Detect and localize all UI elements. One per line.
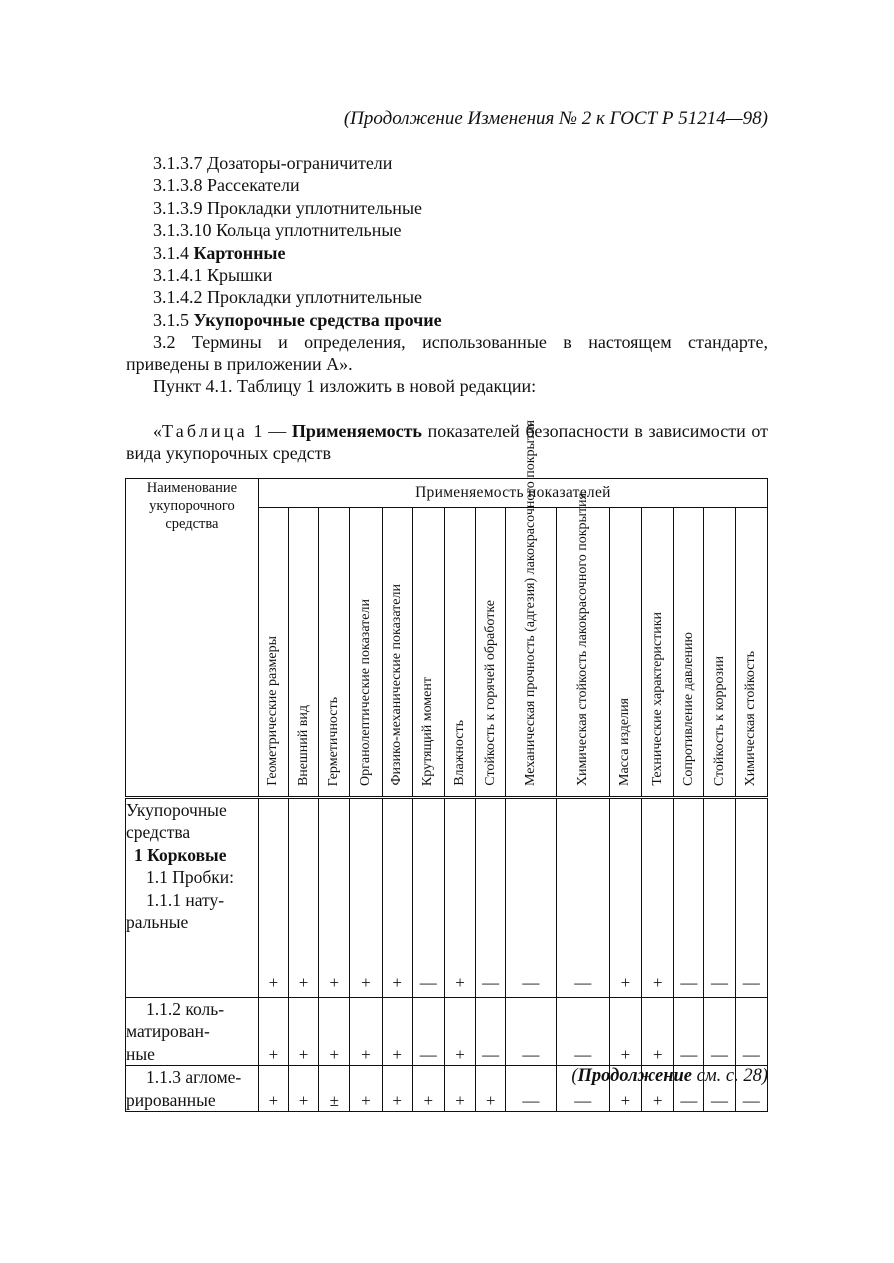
page-header: (Продолжение Изменения № 2 к ГОСТ Р 51214—98) <box>343 108 768 129</box>
column-header <box>382 508 412 798</box>
item-title: Укупорочные средства прочие <box>193 309 442 330</box>
column-header-label: Масса изделия <box>617 698 633 786</box>
table-cell: — <box>704 1066 735 1112</box>
item-number: 3.1.5 <box>153 309 194 330</box>
table-cell: + <box>288 998 318 1066</box>
row-name-line: 1.1.1 нату- <box>146 889 225 910</box>
column-header-label: Органолептические показатели <box>357 599 373 786</box>
column-header-label: Механическая прочность (адгезия) лакокрасочного покрытия <box>522 420 538 786</box>
list-item: 3.1.3.10 Кольца уплотнительные <box>153 220 402 241</box>
table-cell: + <box>444 798 475 998</box>
row-name <box>126 1066 259 1112</box>
table-cell: — <box>506 798 556 998</box>
caption-quote: « <box>153 421 162 441</box>
table-cell: — <box>735 798 767 998</box>
table-cell: + <box>319 798 350 998</box>
table-cell: + <box>288 798 318 998</box>
terms-paragraph: 3.2 Термины и определения, использованные в настоящем стандарте, приведены в приложении А». <box>126 332 768 374</box>
column-header-label: Химическая стойкость лакокрасочного покрытия <box>574 492 590 786</box>
table-cell: — <box>556 798 609 998</box>
table-caption <box>126 420 768 464</box>
caption-number: 1 — <box>253 421 292 441</box>
table-cell: + <box>642 798 674 998</box>
table-cell: — <box>735 1066 767 1112</box>
table-cell: + <box>382 1066 412 1112</box>
table-cell: — <box>674 998 704 1066</box>
table-cell: — <box>674 1066 704 1112</box>
column-header-label: Технические характеристики <box>649 612 665 786</box>
table-cell: — <box>412 998 444 1066</box>
column-header-label: Герметичность <box>326 696 342 786</box>
row-name-line: матирован- <box>126 1021 210 1042</box>
table-cell: — <box>476 798 506 998</box>
table-cell: — <box>556 998 609 1066</box>
list-item <box>153 242 768 264</box>
column-header-label: Геометрические размеры <box>265 636 281 786</box>
column-header-label: Физико-механические показатели <box>389 584 405 786</box>
column-header-label: Сопротивление давлению <box>680 632 696 786</box>
table-cell: + <box>609 998 641 1066</box>
table-cell: + <box>444 998 475 1066</box>
row-name-line: 1.1.2 коль- <box>146 999 225 1019</box>
column-header <box>444 508 475 798</box>
point-paragraph: Пункт 4.1. Таблицу 1 изложить в новой редакции: <box>153 376 537 396</box>
column-header-label: Химическая стойкость <box>743 650 759 786</box>
row-name-line: ные <box>126 1043 155 1064</box>
table-cell: + <box>382 798 412 998</box>
column-header-label: Стойкость к коррозии <box>711 655 727 786</box>
row-name-line: ральные <box>126 912 189 933</box>
column-header <box>350 508 382 798</box>
row-name-line: средства <box>126 822 191 843</box>
column-header-label: Крутящий момент <box>420 676 436 786</box>
row-name-line: Укупорочные <box>126 800 227 820</box>
list-items <box>153 152 768 331</box>
table-cell: + <box>476 1066 506 1112</box>
column-header-label: Влажность <box>451 720 467 786</box>
row-name-line: рированные <box>126 1089 216 1110</box>
column-header-label: Стойкость к горячей обработке <box>482 600 498 786</box>
table-cell: — <box>704 998 735 1066</box>
table-cell: + <box>412 1066 444 1112</box>
item-number: 3.1.4 <box>153 242 194 263</box>
column-header <box>704 508 735 798</box>
table-cell: — <box>506 1066 556 1112</box>
group-header: Применяемость показателей <box>258 479 767 508</box>
footer-rest: см. с. 28) <box>691 1066 768 1086</box>
table-cell: — <box>674 798 704 998</box>
row-name <box>126 798 259 998</box>
item-title: Картонные <box>193 242 286 263</box>
column-header <box>556 492 609 798</box>
column-header <box>258 508 288 798</box>
table-cell: + <box>258 998 288 1066</box>
list-item: 3.1.3.8 Рассекатели <box>153 175 300 196</box>
table-cell: + <box>319 998 350 1066</box>
caption-label: Таблица <box>162 421 248 441</box>
table-cell: ± <box>319 1066 350 1112</box>
column-header <box>609 508 641 798</box>
table-cell: — <box>735 998 767 1066</box>
table-cell: + <box>444 1066 475 1112</box>
table-cell: + <box>258 1066 288 1112</box>
footer-bold: Продолжение <box>577 1066 692 1086</box>
table-cell: + <box>288 1066 318 1112</box>
table-cell: — <box>506 998 556 1066</box>
table-cell: — <box>412 798 444 998</box>
row-name-line: 1.1 Пробки: <box>146 867 235 888</box>
table-cell: + <box>642 998 674 1066</box>
table-cell: + <box>350 798 382 998</box>
column-header <box>319 508 350 798</box>
list-item: 3.1.4.2 Прокладки уплотнительные <box>153 287 423 308</box>
table-cell: + <box>350 998 382 1066</box>
column-header <box>288 508 318 798</box>
caption-rest: показателей безопасности в зависимости от вида укупорочных средств <box>126 421 769 463</box>
table-cell: — <box>476 998 506 1066</box>
row-name-line: 1 Корковые <box>134 844 227 865</box>
column-header <box>506 420 556 798</box>
page-footer <box>571 1066 768 1087</box>
table-cell: + <box>350 1066 382 1112</box>
list-item: 3.1.4.1 Крышки <box>153 264 273 285</box>
column-header <box>476 508 506 798</box>
row-name-line: 1.1.3 агломе- <box>146 1067 242 1088</box>
table-cell: + <box>609 798 641 998</box>
column-header <box>642 508 674 798</box>
column-header <box>412 508 444 798</box>
column-header-label: Внешний вид <box>295 704 311 786</box>
table-cell: + <box>642 1066 674 1112</box>
table-cell: — <box>556 1066 609 1112</box>
caption-bold-word: Применяемость <box>291 421 422 441</box>
table-cell: — <box>704 798 735 998</box>
footer-paren: ( <box>571 1066 578 1086</box>
column-header <box>735 508 767 798</box>
name-column-header: Наименование укупорочного средства <box>126 479 259 798</box>
table-cell: + <box>382 998 412 1066</box>
column-header <box>674 508 704 798</box>
list-item <box>153 309 768 331</box>
list-item: 3.1.3.7 Дозаторы-ограничители <box>153 153 393 173</box>
list-item: 3.1.3.9 Прокладки уплотнительные <box>153 197 423 218</box>
table-cell: + <box>258 798 288 998</box>
row-name <box>126 998 259 1066</box>
table-cell: + <box>609 1066 641 1112</box>
